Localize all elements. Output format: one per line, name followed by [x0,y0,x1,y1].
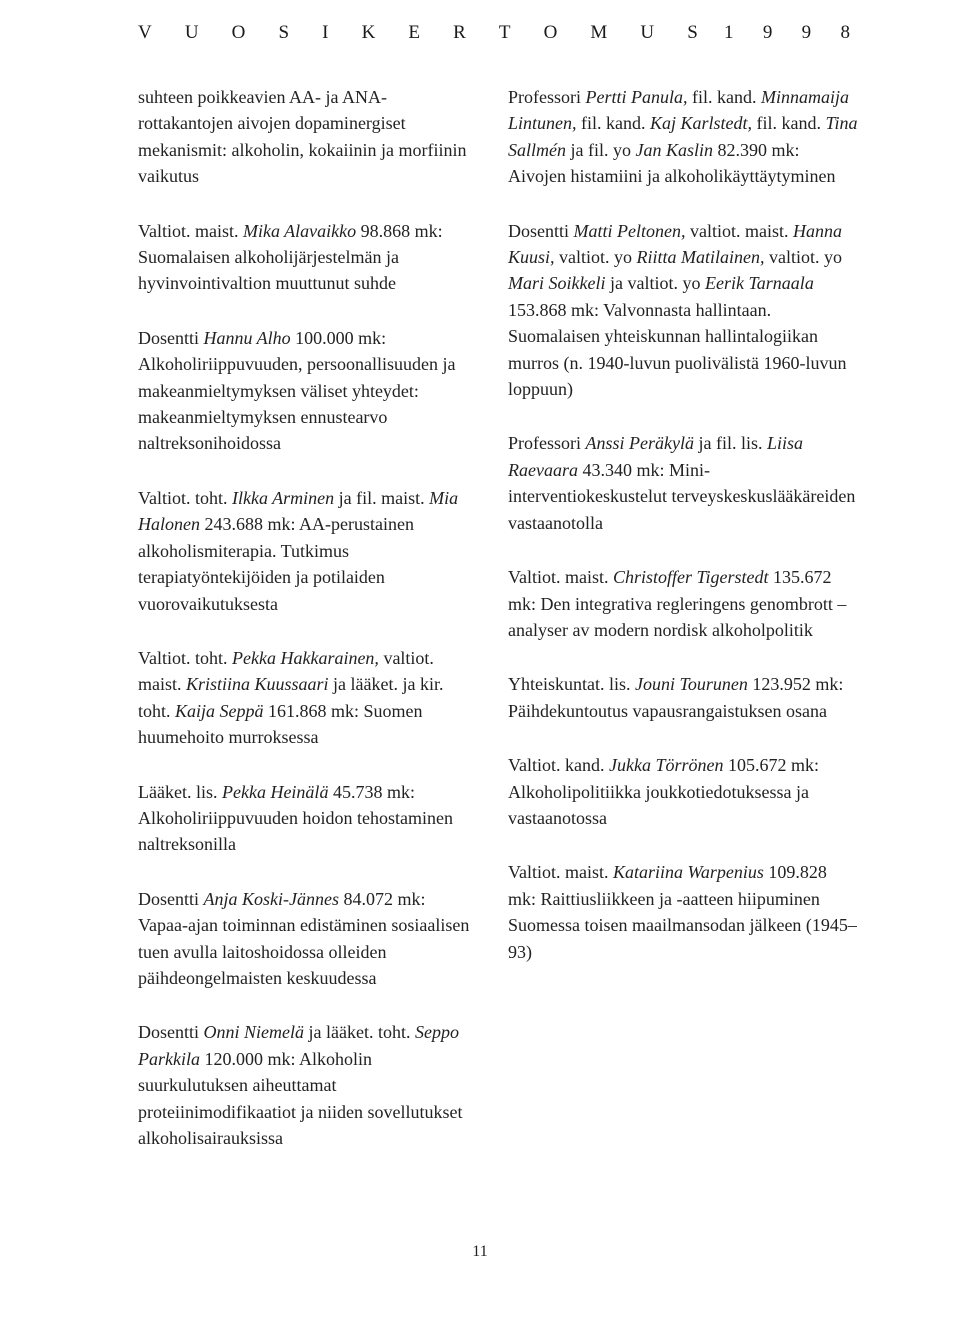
running-header [138,22,850,44]
recipient-name: Onni Niemelä [203,1022,304,1043]
grant-entry [138,325,478,457]
header-letter: U [184,22,199,43]
entry-text: Dosentti [138,327,204,348]
recipient-name: Riitta Matilainen, [636,247,765,268]
entry-text: 98.868 mk: Suomalaisen alkoholijärjestelmän ja hyvinvointivaltion muuttunut suhde [138,220,443,294]
entry-text: 105.672 mk: Alkoholipolitiikka joukkotiedotuksessa ja vastaanotossa [508,755,819,828]
entry-text: valtiot. maist. [685,220,793,241]
entry-text: Dosentti [138,888,204,909]
entry-text: 135.672 mk: Den integrativa regleringens genombrott – analyser av modern nordisk alkoholpolitik [508,567,847,640]
entry-text: Valtiot. maist. [138,220,243,241]
grant-entry [508,218,858,403]
header-title [138,22,698,44]
entry-text: 123.952 mk: Päihdekuntoutus vapausrangaistuksen osana [508,674,844,721]
entry-text: valtiot. yo [554,247,637,268]
entry-text: 109.828 mk: Raittiusliikkeen ja -aatteen hiipuminen Suomessa toisen maailmansodan jälkeen (1945–93) [508,862,857,962]
header-letter: S [687,22,698,43]
recipient-name: Katariina Warpenius [613,862,764,883]
header-letter: 9 [762,22,773,43]
page-number: 11 [472,1243,488,1260]
entry-text: Dosentti [138,1022,204,1043]
header-letter: I [322,22,329,43]
entry-text: 153.868 mk: Valvonnasta hallintaan. Suomalaisen yhteiskunnan hallintalogiikan murros (n. 1940-luvun puolivälistä 1960-luvun loppuun) [508,299,847,400]
entry-text: Professori [508,433,586,454]
entry-text: 100.000 mk: Alkoholiriippuvuuden, persoonallisuuden ja makeanmieltymyksen väliset yhteydet: makeanmieltymyksen ennustearvo naltreksonihoidossa [138,327,456,454]
recipient-name: Ilkka Arminen [232,487,335,508]
recipient-name: Jukka Törrönen [609,755,724,776]
recipient-name: Pekka Heinälä [221,781,329,802]
header-letter: U [640,22,655,43]
header-letter: 1 [724,22,734,43]
recipient-name: Jouni Tourunen [635,674,748,695]
grant-entry [508,84,858,190]
entry-text: Yhteiskuntat. lis. [508,674,635,695]
entry-text: ja valtiot. yo [605,273,705,294]
recipient-name: Mia Halonen [138,487,459,535]
recipient-name: Mari Soikkeli [508,273,606,294]
recipient-name: Jan Kaslin [635,139,714,160]
entry-text: 43.340 mk: Mini-interventiokeskustelut terveyskeskuslääkäreiden vastaanotolla [508,459,856,533]
recipient-name: Anja Koski-Jännes [203,888,339,909]
entry-text: ja fil. yo [566,139,636,160]
entry-text: ja fil. maist. [334,487,430,508]
grant-entry [138,779,478,858]
header-letter: K [361,22,376,43]
recipient-name: Pertti Panula, [585,87,688,107]
entry-text: ja lääket. ja kir. toht. [138,674,444,721]
recipient-name: Kaija Seppä [175,700,264,721]
recipient-name: Christoffer Tigerstedt [613,567,769,588]
recipient-name: Hannu Alho [203,327,291,348]
recipient-name: Matti Peltonen, [573,220,686,241]
entry-text: Lääket. lis. [138,781,222,802]
entry-text: ja fil. lis. [693,433,767,454]
grant-entry [138,218,478,297]
header-year [724,22,850,44]
header-letter: 9 [801,22,812,43]
entry-text: Valtiot. toht. [138,647,232,668]
entry-text: valtiot. yo [764,247,843,268]
recipient-name: Kristiina Kuussaari [186,674,329,695]
entry-text: Valtiot. toht. [138,487,232,508]
left-column [138,84,478,1179]
entry-text: Valtiot. kand. [508,755,609,776]
entry-text: fil. kand. [687,87,761,107]
entry-text: valtiot. maist. [138,647,434,695]
recipient-name: Liisa Raevaara [508,433,804,480]
entry-text: 84.072 mk: Vapaa-ajan toiminnan edistäminen sosiaalisen tuen avulla laitoshoidossa olleiden päihdeongelmaisten keskuudessa [138,888,470,988]
grant-entry [138,84,478,190]
grant-entry [138,645,478,751]
grant-entry [508,430,858,536]
grant-entry [508,859,858,965]
entry-text: ja lääket. toht. [304,1022,415,1043]
grant-entry [138,886,478,992]
grant-entry [508,671,858,724]
recipient-name: Eerik Tarnaala [704,273,814,294]
recipient-name: Minnamaija Lintunen, [508,87,849,134]
recipient-name: Anssi Peräkylä [585,433,694,454]
entry-text: suhteen poikkeavien AA- ja ANA-rottakantojen aivojen dopaminergiset mekanismit: alkoholin, kokaiinin ja morfiinin vaikutus [138,87,467,187]
entry-text: Professori [508,87,586,107]
recipient-name: Tina Sallmén [508,113,858,160]
grant-entry [508,564,858,643]
recipient-name: Mika Alavaikko [243,220,357,241]
header-letter: O [543,22,558,43]
grant-entry [138,485,478,617]
entry-text: 45.738 mk: Alkoholiriippuvuuden hoidon tehostaminen naltreksonilla [138,781,453,855]
header-letter: S [278,22,290,43]
entry-text: fil. kand. [752,113,826,134]
recipient-name: Pekka Hakkarainen, [232,647,379,668]
entry-text: fil. kand. [576,113,651,134]
right-column [508,84,858,993]
entry-text: 243.688 mk: AA-perustainen alkoholismiterapia. Tutkimus terapiatyöntekijöiden ja potilaiden vuorovaikutuksesta [138,514,414,614]
grant-entry [138,1019,478,1151]
header-letter: E [408,22,421,43]
recipient-name: Hanna Kuusi, [508,220,842,268]
entry-text: 82.390 mk: Aivojen histamiini ja alkoholikäyttäytyminen [508,139,836,187]
recipient-name: Kaj Karlstedt, [650,113,753,134]
recipient-name: Seppo Parkkila [138,1022,459,1069]
entry-text: Dosentti [508,220,574,241]
entry-text: Valtiot. maist. [508,567,613,588]
entry-text: 161.868 mk: Suomen huumehoito murroksessa [138,700,423,748]
header-letter: O [231,22,246,43]
header-letter: T [498,22,511,43]
entry-text: Valtiot. maist. [508,862,613,883]
entry-text: 120.000 mk: Alkoholin suurkulutuksen aiheuttamat proteiinimodifikaatiot ja niiden sovellutukset alkoholisairauksissa [138,1048,463,1148]
header-letter: M [590,22,608,43]
header-letter: R [453,22,466,43]
header-letter: V [138,22,152,43]
header-letter: 8 [840,22,850,43]
grant-entry [508,752,858,831]
